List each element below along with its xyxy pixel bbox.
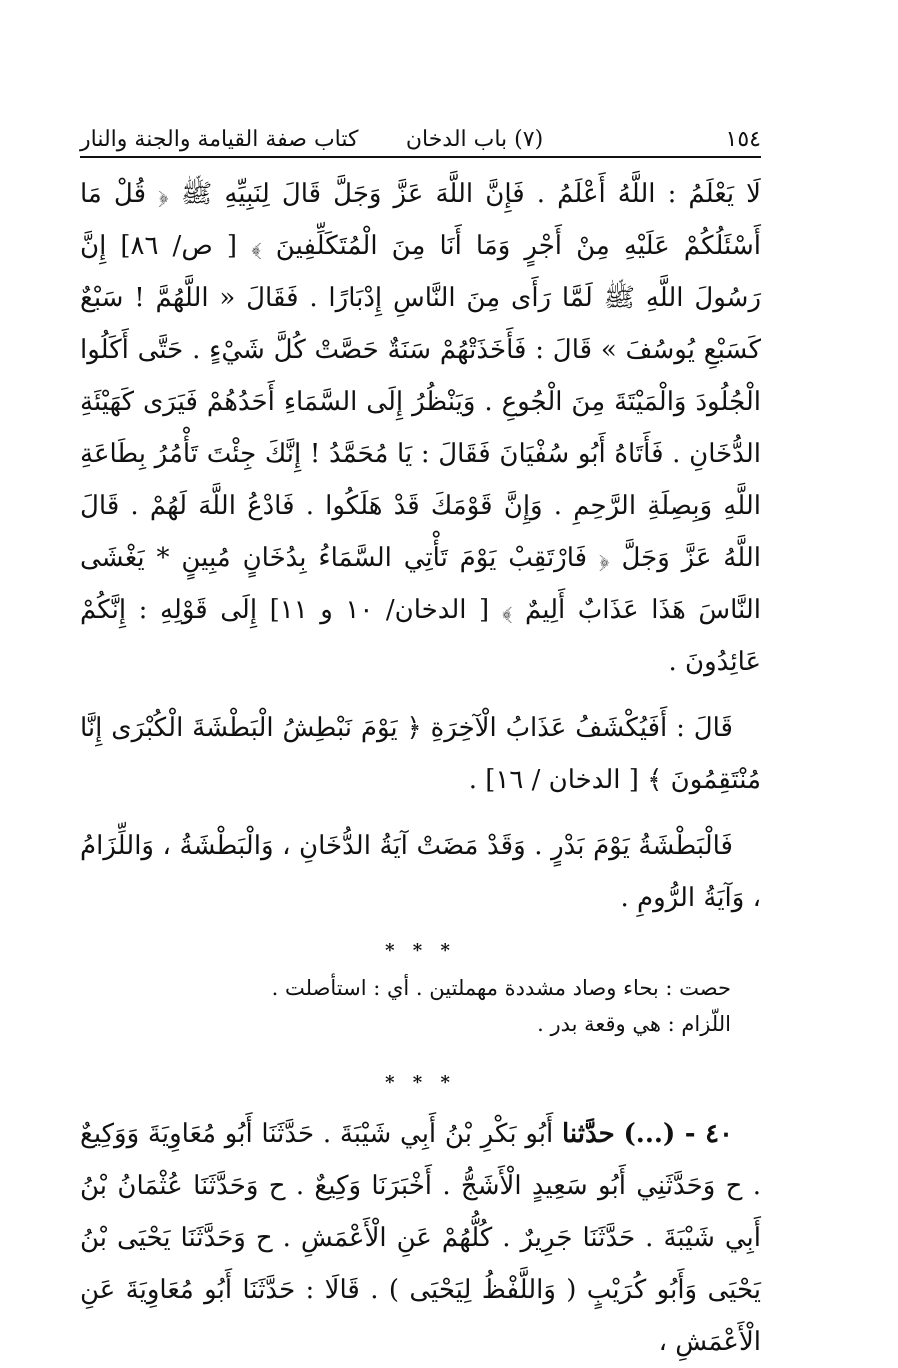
- section-separator: * * *: [385, 1072, 456, 1093]
- hadith-number: ٤٠ - (...): [623, 1119, 734, 1149]
- footnotes: [80, 970, 761, 1042]
- chapter-title: (٧) باب الدخان: [405, 127, 544, 152]
- book-title: كتاب صفة القيامة والجنة والنار: [80, 127, 359, 152]
- paragraph: قَالَ : أَفَيُكْشَفُ عَذَابُ الْآخِرَةِ ﴿ يَوْمَ نَبْطِشُ الْبَطْشَةَ الْكُبْرَى إِنَّا مُنْتَقِمُونَ ﴾ [ الدخان / ١٦] .: [80, 713, 761, 795]
- main-text: [80, 168, 761, 1368]
- footnote: حصت : بحاء وصاد مشددة مهملتين . أي : استأصلت .: [271, 976, 731, 1000]
- hadith-body: أَبُو بَكْرِ بْنُ أَبِي شَيْبَةَ . حَدَّثَنَا أَبُو مُعَاوِيَةَ وَوَكِيعٌ . ح وَحَدَّثَنِي أَبُو سَعِيدٍ الْأَشَجُّ . أَخْبَرَنَا وَكِيعٌ . ح وَحَدَّثَنَا عُثْمَانُ بْنُ أَبِي شَيْبَةَ . حَدَّثَنَا جَرِيرٌ . كُلُّهُمْ عَنِ الْأَعْمَشِ . ح وَحَدَّثَنَا يَحْيَى بْنُ يَحْيَى وَأَبُو كُرَيْبٍ ( وَاللَّفْظُ لِيَحْيَى ) . قَالَا : حَدَّثَنَا أَبُو مُعَاوِيَةَ عَنِ الْأَعْمَشِ ،: [80, 1119, 761, 1357]
- paragraph: لَا يَعْلَمُ : اللَّهُ أَعْلَمُ . فَإِنَّ اللَّهَ عَزَّ وَجَلَّ قَالَ لِنَبِيِّهِ ﷺ ﴿ قُلْ مَا أَسْئَلُكُمْ عَلَيْهِ مِنْ أَجْرٍ وَمَا أَنَا مِنَ الْمُتَكَلِّفِينَ ﴾ [ ص/ ٨٦] إِنَّ رَسُولَ اللَّهِ ﷺ لَمَّا رَأَى مِنَ النَّاسِ إِدْبَارًا . فَقَالَ « اللَّهُمَّ ! سَبْعٌ كَسَبْعِ يُوسُفَ » قَالَ : فَأَخَذَتْهُمْ سَنَةٌ حَصَّتْ كُلَّ شَيْءٍ . حَتَّى أَكَلُوا الْجُلُودَ وَالْمَيْتَةَ مِنَ الْجُوعِ . وَيَنْظُرُ إِلَى السَّمَاءِ أَحَدُهُمْ فَيَرَى كَهَيْئَةِ الدُّخَانِ . فَأَتَاهُ أَبُو سُفْيَانَ فَقَالَ : يَا مُحَمَّدُ ! إِنَّكَ جِئْتَ تَأْمُرُ بِطَاعَةِ اللَّهِ وَبِصِلَةِ الرَّحِمِ . وَإِنَّ قَوْمَكَ قَدْ هَلَكُوا . فَادْعُ اللَّهَ لَهُمْ . قَالَ اللَّهُ عَزَّ وَجَلَّ ﴿ فَارْتَقِبْ يَوْمَ تَأْتِي السَّمَاءُ بِدُخَانٍ مُبِينٍ * يَغْشَى النَّاسَ هَذَا عَذَابٌ أَلِيمٌ ﴾ [ الدخان/ ١٠ و ١١] إِلَى قَوْلِهِ : إِنَّكُمْ عَائِدُونَ .: [80, 179, 761, 677]
- hadith-lead: حدَّثنا: [562, 1119, 615, 1149]
- hadith-text: [80, 1108, 761, 1368]
- footnote: اللّزام : هي وقعة بدر .: [537, 1012, 731, 1036]
- page-number: ١٥٤: [725, 127, 761, 152]
- section-separator: * * *: [385, 940, 456, 961]
- paragraph: فَالْبَطْشَةُ يَوْمَ بَدْرٍ . وَقَدْ مَضَتْ آيَةُ الدُّخَانِ ، وَالْبَطْشَةُ ، وَاللِّزَامُ ، وَآيَةُ الرُّومِ .: [80, 831, 761, 913]
- running-header: [80, 118, 761, 158]
